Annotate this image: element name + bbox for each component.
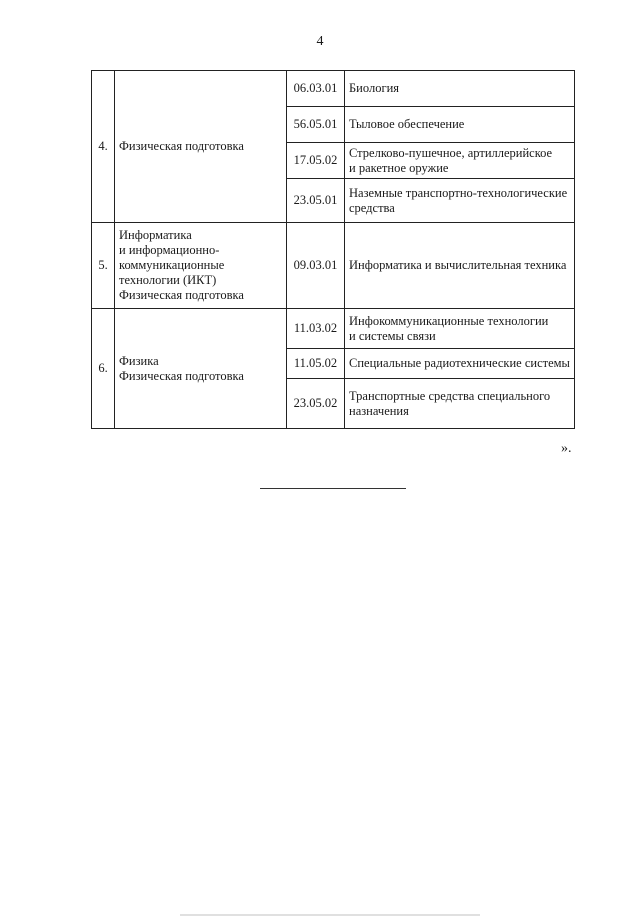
specialty-name-line: Тыловое обеспечение: [349, 117, 465, 131]
row-number: 4.: [92, 71, 115, 223]
specialty-code: 23.05.02: [287, 379, 345, 429]
specialty-code: 09.03.01: [287, 223, 345, 309]
specialty-name-line: средства: [349, 200, 395, 215]
discipline-line: Физическая подготовка: [119, 288, 244, 302]
specialty-name: [345, 223, 575, 309]
discipline-line: Физическая подготовка: [119, 139, 244, 153]
discipline-line: Физика: [119, 353, 159, 368]
specialties-table: [91, 70, 575, 429]
specialty-name: [345, 143, 575, 179]
discipline-cell: [115, 223, 287, 309]
specialty-name-line: Транспортные средства специального: [349, 388, 551, 403]
specialty-name-line: и ракетное оружие: [349, 160, 449, 175]
row-number: 5.: [92, 223, 115, 309]
discipline-line: и информационно-: [119, 243, 220, 257]
scan-edge-mark: [180, 914, 480, 916]
specialty-name: [345, 379, 575, 429]
specialty-code: 11.05.02: [287, 349, 345, 379]
discipline-line: Информатика: [119, 228, 192, 242]
row-number: 6.: [92, 309, 115, 429]
specialty-name-line: Стрелково-пушечное, артиллерийское: [349, 145, 553, 160]
specialty-name: [345, 349, 575, 379]
specialty-name-line: назначения: [349, 403, 409, 418]
specialty-code: 06.03.01: [287, 71, 345, 107]
page-number: 4: [316, 34, 324, 49]
specialty-name-line: Биология: [349, 81, 400, 95]
discipline-cell: [115, 309, 287, 429]
specialty-name-line: Информатика и вычислительная техника: [349, 258, 567, 272]
specialty-code: 11.03.02: [287, 309, 345, 349]
specialty-code: 56.05.01: [287, 107, 345, 143]
discipline-cell: [115, 71, 287, 223]
specialty-name-line: Специальные радиотехнические системы: [349, 356, 570, 370]
separator-line: [260, 488, 406, 489]
specialty-name: [345, 107, 575, 143]
specialty-name-line: Наземные транспортно-технологические: [349, 185, 568, 200]
specialty-name-line: и системы связи: [349, 328, 436, 343]
specialty-code: 17.05.02: [287, 143, 345, 179]
table-row: [92, 223, 575, 309]
discipline-line: технологии (ИКТ): [119, 273, 217, 287]
specialty-name: [345, 179, 575, 223]
discipline-line: коммуникационные: [119, 258, 225, 272]
discipline-line: Физическая подготовка: [119, 368, 244, 383]
closing-quote: ».: [561, 441, 572, 456]
table-row: [92, 309, 575, 349]
specialty-code: 23.05.01: [287, 179, 345, 223]
specialty-name: [345, 71, 575, 107]
specialty-name-line: Инфокоммуникационные технологии: [349, 313, 549, 328]
specialty-name: [345, 309, 575, 349]
table-body: [92, 71, 575, 429]
table-row: [92, 71, 575, 107]
